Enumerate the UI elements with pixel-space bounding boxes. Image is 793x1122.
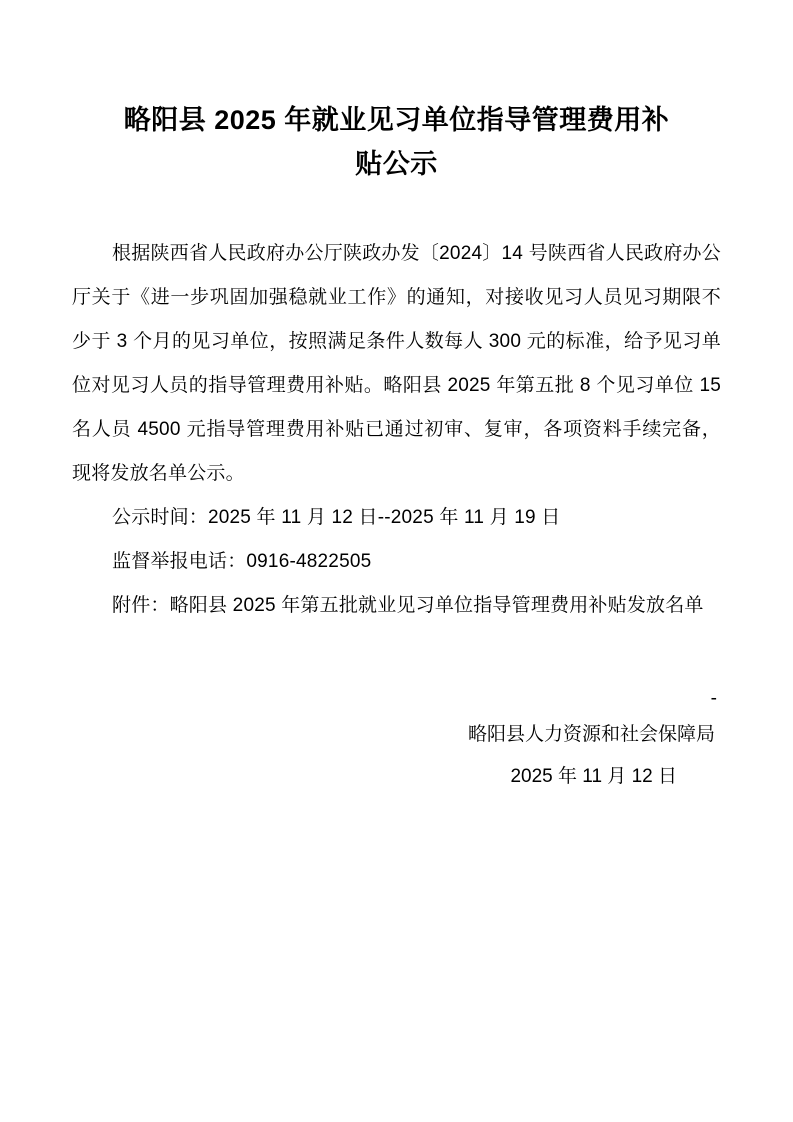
signature-block (72, 684, 721, 798)
paragraph-publicity-period: 公示时间：2025 年 11 月 12 日--2025 年 11 月 19 日 (112, 507, 561, 528)
signature-dash: - (710, 688, 717, 709)
paragraph-report-phone: 监督举报电话：0916-4822505 (112, 551, 372, 572)
page-title: 略阳县 2025 年就业见习单位指导管理费用补贴公示 (123, 105, 670, 179)
paragraph-policy-basis: 根据陕西省人民政府办公厅陕政办发〔2024〕14 号陕西省人民政府办公厅关于《进一步巩固加强稳就业工作》的通知，对接收见习人员见习期限不少于 3 个月的见习单位，按照满足条件人数每人 300 元的标准，给予见习单位对见习人员的指导管理费用补贴。略阳县 2025 年第五批 8 个见习单位 15 名人员 4500 元指导管理费用补贴已通过初审、复审，各项资料手续完备，现将发放名单公示。 (72, 243, 721, 484)
signature-organization: 略阳县人力资源和社会保障局 (467, 724, 715, 745)
document-body (72, 232, 721, 628)
paragraph-attachment: 附件：略阳县 2025 年第五批就业见习单位指导管理费用补贴发放名单 (112, 595, 704, 616)
signature-date: 2025 年 11 月 12 日 (510, 766, 677, 787)
